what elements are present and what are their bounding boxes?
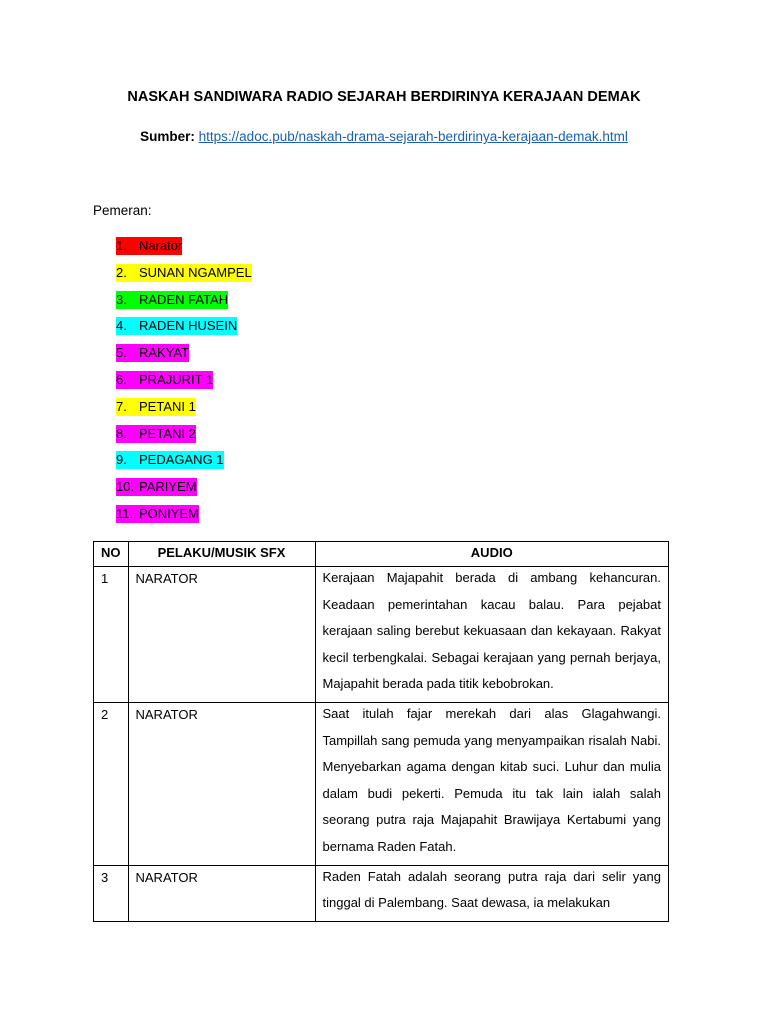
script-table [93, 541, 669, 922]
cast-item [116, 478, 252, 505]
cast-number: 9. [116, 452, 127, 468]
cast-highlight [116, 505, 199, 523]
row-actor: NARATOR [128, 567, 315, 703]
row-audio-cell [315, 702, 669, 865]
cast-number: 5. [116, 345, 127, 361]
cast-item [116, 505, 252, 532]
cast-number: 7. [116, 398, 127, 414]
cast-item [116, 344, 252, 371]
cast-name: PRAJURIT 1 [139, 371, 214, 387]
cast-name: PONIYEM [139, 505, 199, 521]
row-actor: NARATOR [128, 865, 315, 921]
cast-highlight [116, 425, 196, 443]
cast-name: PETANI 2 [139, 425, 196, 441]
cast-name: Narator [139, 238, 183, 253]
row-audio-cell [315, 567, 669, 703]
cast-highlight [116, 451, 224, 469]
row-audio: Saat itulah fajar merekah dari alas Glagahwangi. Tampillah sang pemuda yang menyampaikan risalah Nabi. Menyebarkan agama dengan kitab suci. Luhur dan mulia dalam budi pekerti. Pemuda itu tak lain ialah salah seorang putra raja Majapahit Brawijaya Kertabumi yang bernama Raden Fatah. [322, 705, 661, 854]
cast-heading: Pemeran: [93, 203, 152, 218]
table-header-row [94, 542, 669, 567]
cast-number: 2. [116, 264, 127, 280]
document-title: NASKAH SANDIWARA RADIO SEJARAH BERDIRINYA KERAJAAN DEMAK [127, 89, 641, 105]
cast-item [116, 398, 252, 425]
cast-name: RADEN HUSEIN [139, 318, 238, 334]
cast-name: PEDAGANG 1 [139, 452, 224, 468]
row-audio: Kerajaan Majapahit berada di ambang kehancuran. Keadaan pemerintahan kacau balau. Para pejabat kerajaan saling berebut kekuasaan dan kekayaan. Rakyat kecil terbengkalai. Sebagai kerajaan yang pernah berjaya, Majapahit berada pada titik kebobrokan. [322, 570, 661, 692]
table-row [94, 865, 669, 921]
cast-item [116, 371, 252, 398]
cast-highlight [116, 317, 237, 335]
table-row [94, 567, 669, 703]
header-actor: PELAKU/MUSIK SFX [128, 542, 315, 567]
cast-number: 1. [116, 238, 127, 253]
cast-item [116, 264, 252, 291]
cast-item [116, 317, 252, 344]
header-no: NO [94, 542, 129, 567]
cast-number: 8. [116, 425, 127, 441]
cast-highlight [116, 291, 228, 309]
cast-item [116, 237, 252, 264]
cast-name: PETANI 1 [139, 398, 196, 414]
cast-highlight [116, 478, 197, 496]
cast-name: RADEN FATAH [139, 291, 229, 307]
source-label: Sumber: [140, 129, 195, 144]
cast-item [116, 291, 252, 318]
row-actor: NARATOR [128, 702, 315, 865]
header-audio: AUDIO [315, 542, 669, 567]
cast-number: 10. [116, 479, 135, 495]
cast-number: 6. [116, 371, 127, 387]
cast-highlight [116, 264, 252, 282]
cast-name: PARIYEM [139, 479, 197, 495]
cast-number: 4. [116, 318, 127, 334]
cast-highlight [116, 237, 182, 255]
cast-highlight [116, 398, 196, 416]
row-audio-cell [315, 865, 669, 921]
cast-item [116, 425, 252, 452]
cast-number: 11. [116, 505, 134, 521]
row-audio: Raden Fatah adalah seorang putra raja dari selir yang tinggal di Palembang. Saat dewasa, ia melakukan [322, 868, 661, 911]
table-row [94, 702, 669, 865]
cast-name: SUNAN NGAMPEL [139, 264, 252, 280]
source-line [0, 129, 768, 144]
row-number: 3 [94, 865, 129, 921]
source-link[interactable]: https://adoc.pub/naskah-drama-sejarah-berdirinya-kerajaan-demak.html [198, 129, 628, 144]
row-number: 1 [94, 567, 129, 703]
cast-name: RAKYAT [139, 345, 190, 361]
cast-highlight [116, 371, 213, 389]
row-number: 2 [94, 702, 129, 865]
cast-number: 3. [116, 291, 127, 307]
cast-list [116, 237, 252, 532]
cast-highlight [116, 344, 189, 362]
cast-item [116, 451, 252, 478]
